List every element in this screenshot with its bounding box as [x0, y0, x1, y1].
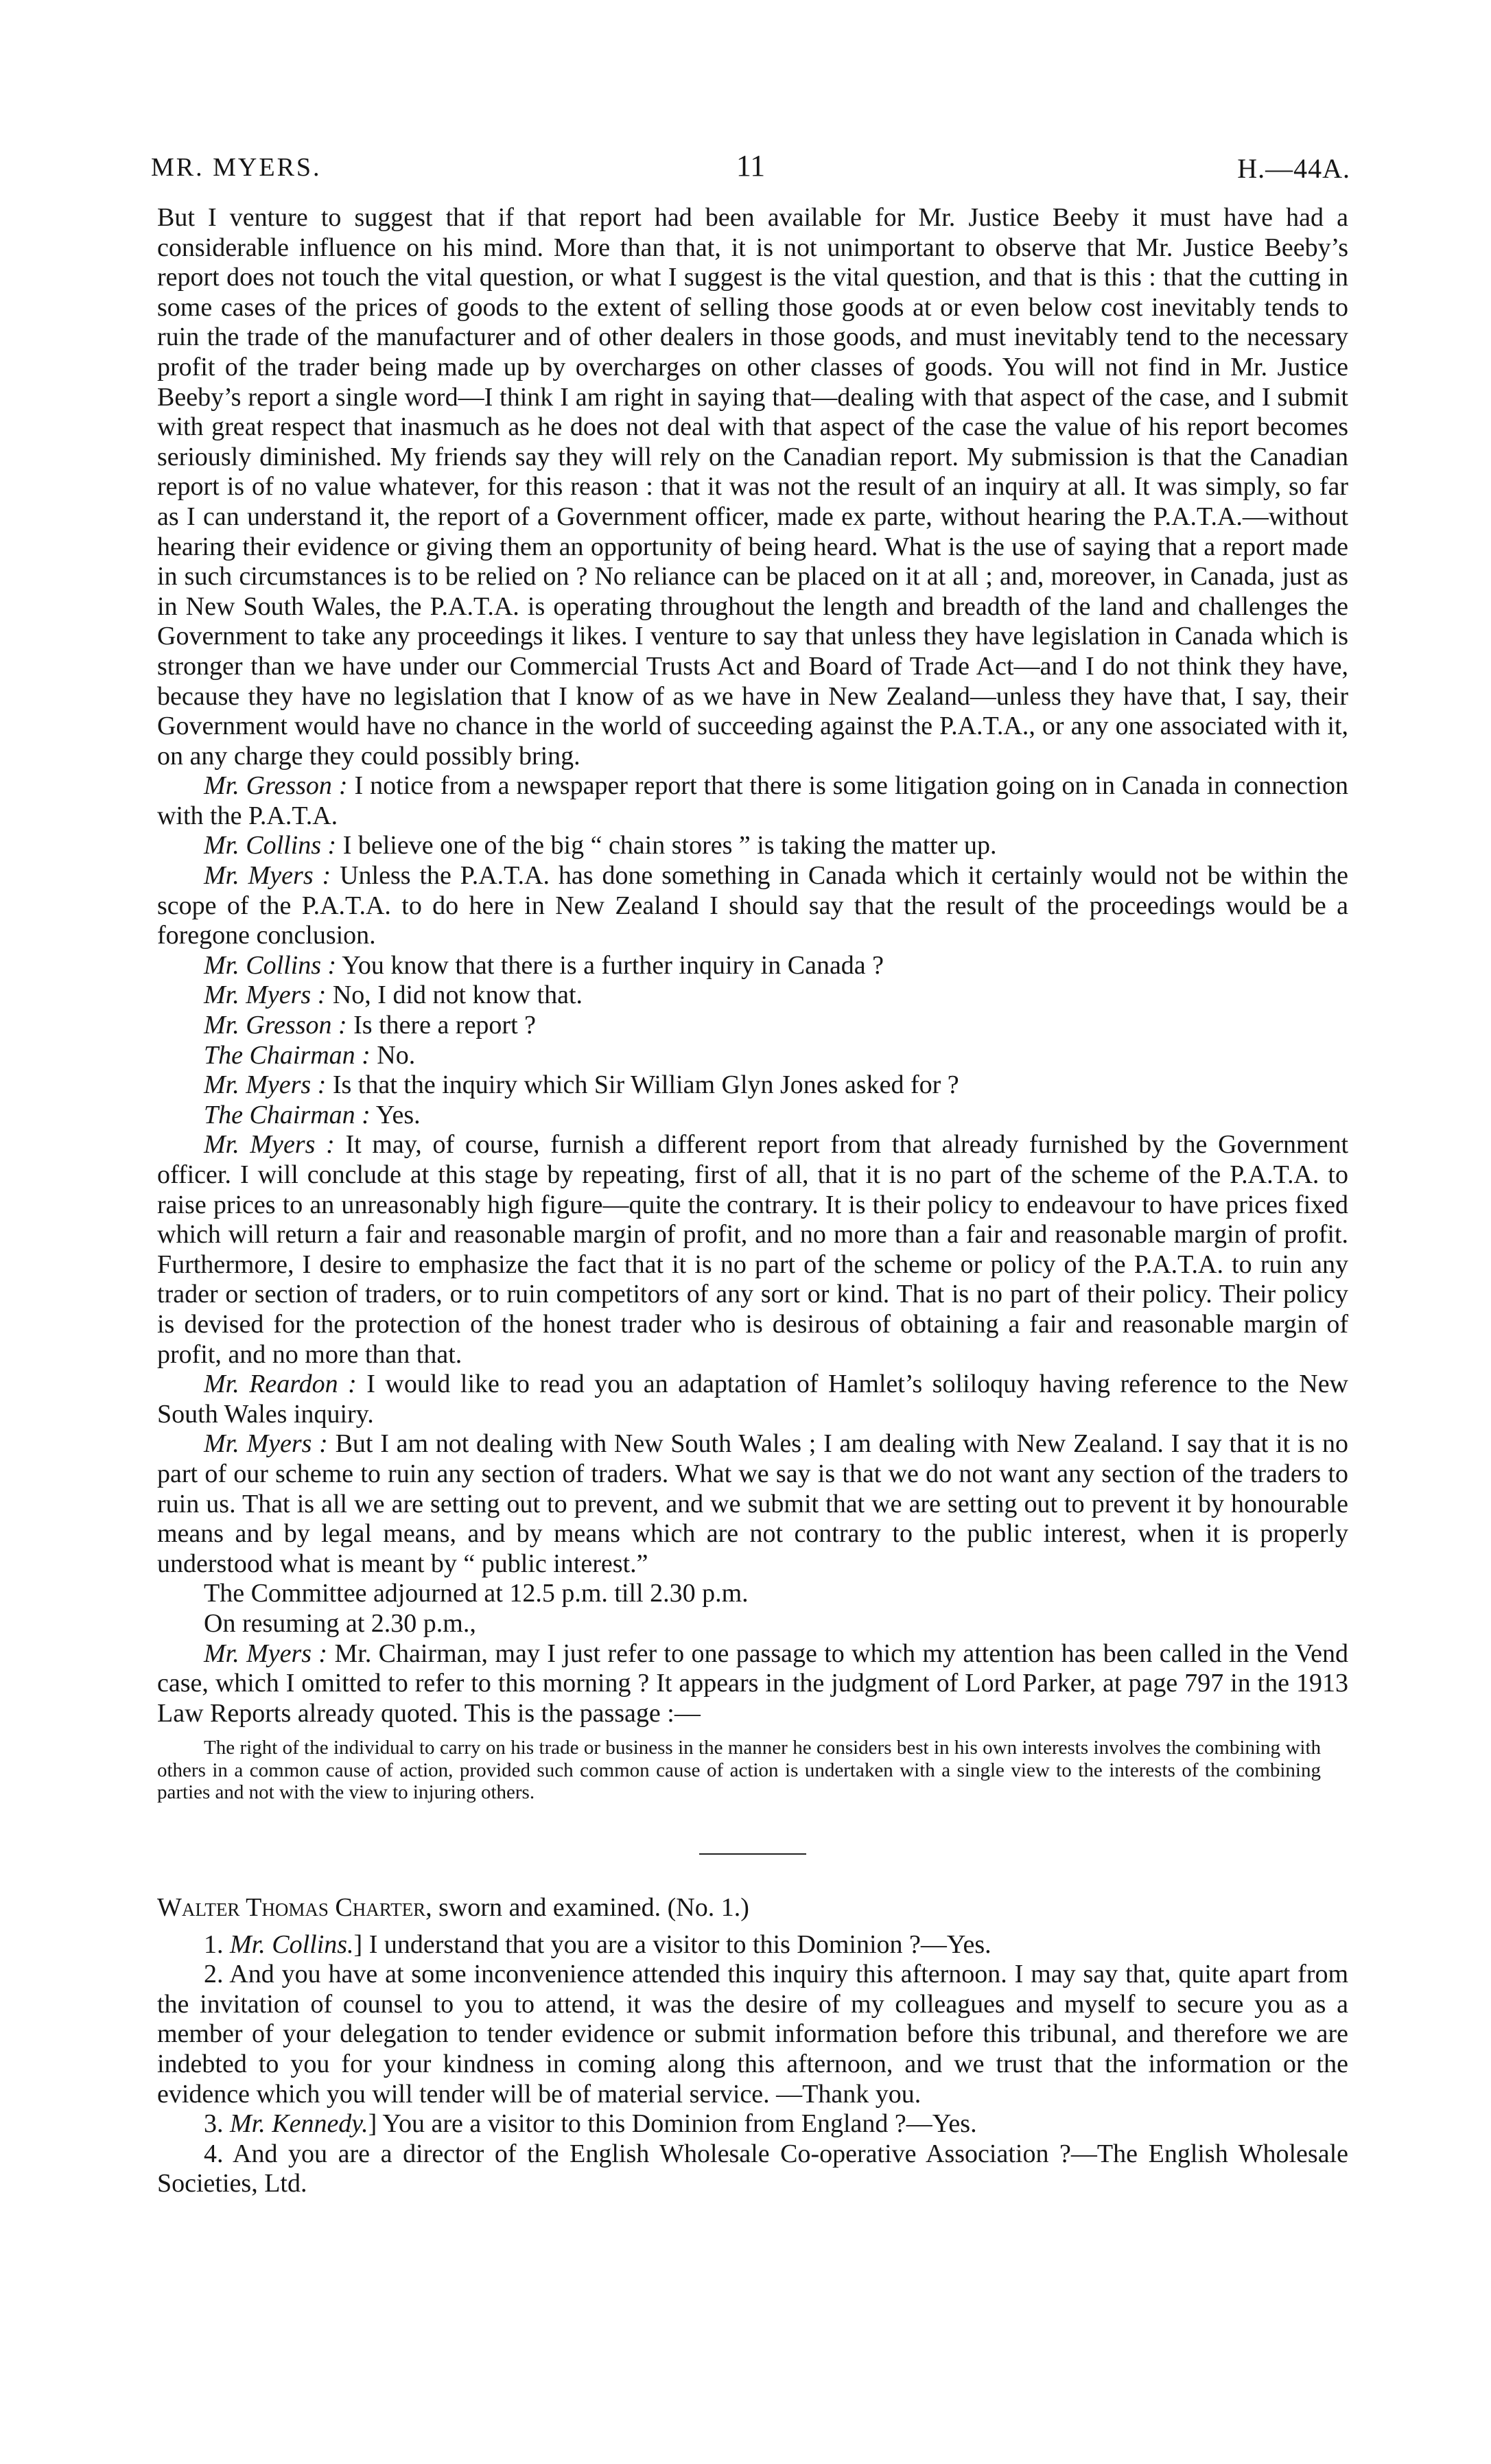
quoted-passage: The right of the individual to carry on his trade or business in the manner he considers best in his own interests involves the combining with others in a common cause of action, provided such common cause of action is undertaken with a single view to the interests of the combining parties and not with the view to injuring others.	[157, 1737, 1321, 1804]
witness-name: Walter Thomas Charter,	[157, 1893, 432, 1923]
speaker-label: The Chairman :	[204, 1040, 371, 1070]
exchange-paragraph	[157, 1041, 1348, 1071]
exchange-text: No, I did not know that.	[332, 981, 583, 1010]
exchange-text: Yes.	[375, 1100, 421, 1129]
question-text: ] You are a visitor to this Dominion from England ?—Yes.	[368, 2109, 977, 2139]
exchange-paragraph	[157, 1130, 1348, 1370]
speaker-label: Mr. Myers :	[204, 1429, 328, 1459]
questions-list	[157, 1930, 1348, 2199]
exchange-text: But I am not dealing with New South Wales ; I am dealing with New Zealand. I say that it is no part of our scheme to ruin any section of traders. What we say is that we do not want any section of the traders to ruin us. That is all we are setting out to prevent, and we submit that we are setting out to prevent it by honourable means and by legal means, and by means which are not contrary to the public interest, when it is properly understood what is meant by “ public interest.”	[157, 1429, 1348, 1578]
exchange-paragraph	[157, 1429, 1348, 1579]
speaker-label: Mr. Gresson :	[204, 1011, 347, 1040]
resuming-note: On resuming at 2.30 p.m.,	[204, 1608, 476, 1638]
exchange-text: You know that there is a further inquiry in Canada ?	[342, 950, 884, 980]
paper-reference: H.—44A.	[1237, 153, 1350, 184]
exchange-paragraph	[157, 861, 1348, 951]
exchange-paragraph	[157, 771, 1348, 831]
speaker-label: Mr. Myers :	[204, 1639, 328, 1668]
speaker-label: Mr. Myers :	[204, 1130, 335, 1160]
exchanges-list	[157, 771, 1348, 1579]
exchange-text: I notice from a newspaper report that there is some litigation going on in Canada in connection with the P.A.T.A.	[157, 771, 1349, 830]
question-text: And you are a director of the English Wholesale Co-operative Association ?—The English Wholesale Societies, Ltd.	[157, 2139, 1348, 2198]
question-paragraph	[157, 2139, 1348, 2199]
exchange-paragraph	[157, 1011, 1348, 1041]
question-number: 4.	[204, 2139, 224, 2168]
examiner-label: Mr. Kennedy.	[230, 2109, 368, 2139]
exchange-paragraph	[157, 981, 1348, 1011]
exchange-paragraph	[157, 831, 1348, 861]
speaker-label: Mr. Collins :	[204, 950, 337, 980]
adjournment-note: The Committee adjourned at 12.5 p.m. till 2.30 p.m.	[204, 1579, 749, 1608]
exchange-text: Is that the inquiry which Sir William Glyn Jones asked for ?	[332, 1070, 959, 1100]
examiner-label: Mr. Collins.	[230, 1929, 354, 1959]
speaker-label: The Chairman :	[204, 1100, 371, 1129]
speaker-label: Mr. Myers :	[204, 981, 327, 1010]
question-text: And you have at some inconvenience attended this inquiry this afternoon. I may say that, quite apart from the invitation of counsel to you to attend, it was the desire of my colleagues and myself to secure you as a member of your delegation to tender evidence or submit information before this tribunal, and therefore we are indebted to you for your kindness in coming along this afternoon, and we trust that the information or the evidence which you will tender will be of material service. —Thank you.	[157, 1960, 1349, 2109]
speaker-label: Mr. Reardon :	[204, 1370, 357, 1399]
exchange-paragraph	[157, 1070, 1348, 1101]
exchange-text: Unless the P.A.T.A. has done something in Canada which it certainly would not be within the scope of the P.A.T.A. to do here in New Zealand I should say that the result of the proceedings would be a foregone conclusion.	[157, 861, 1348, 950]
exchange-text: It may, of course, furnish a different report from that already furnished by the Government officer. I will conclude at this stage by repeating, first of all, that it is no part of the scheme of the P.A.T.A. to raise prices to an unreasonably high figure—quite the contrary. It is their policy to endeavour to have prices fixed which will return a fair and reasonable margin of profit, and no more than a fair and reasonable margin of profit. Furthermore, I desire to emphasize the fact that it is no part of the scheme or policy of the P.A.T.A. to ruin any trader or section of traders, or to ruin competitors of any sort or kind. That is no part of their policy. Their policy is devised for the protection of the honest trader who is desirous of obtaining a fair and reasonable margin of profit, and no more than that.	[157, 1130, 1349, 1369]
question-number: 1.	[204, 1929, 224, 1959]
page-number: 11	[736, 149, 766, 183]
speaker-label: Mr. Gresson :	[204, 771, 348, 801]
question-paragraph	[157, 2109, 1348, 2139]
question-number: 3.	[204, 2109, 224, 2139]
section-divider	[699, 1853, 806, 1855]
question-number: 2.	[204, 1960, 224, 1989]
exchange-paragraph	[157, 951, 1348, 981]
exchange-text: I would like to read you an adaptation of Hamlet’s soliloquy having reference to the New South Wales inquiry.	[157, 1370, 1348, 1429]
page-body	[157, 203, 1348, 2199]
exchange-text: No.	[377, 1040, 416, 1070]
opening-paragraph: But I venture to suggest that if that report had been available for Mr. Justice Beeby it must have had a considerable influence on his mind. More than that, it is not unimportant to observe that Mr. Justice Beeby’s report does not touch the vital question, or what I suggest is the vital question, and that is this : that the cutting in some cases of the prices of goods to the extent of selling those goods at or even below cost inevitably tends to ruin the trade of the manufacturer and of other dealers in those goods, and must inevitably tend to the necessary profit of the trader being made up by overcharges on other classes of goods. You will not find in Mr. Justice Beeby’s report a single word—I think I am right in saying that—dealing with that aspect of the case, and I submit with great respect that inasmuch as he does not deal with that aspect of the case the value of his report becomes seriously diminished. My friends say they will rely on the Canadian report. My submission is that the Canadian report is of no value whatever, for this reason : that it was not the result of an inquiry at all. It was simply, so far as I can understand it, the report of a Government officer, made ex parte, without hearing the P.A.T.A.—without hearing their evidence or giving them an opportunity of being heard. What is the use of saying that a report made in such circumstances is to be relied on ? No reliance can be placed on it at all ; and, moreover, in Canada, just as in New South Wales, the P.A.T.A. is operating throughout the length and breadth of the land and challenges the Government to take any proceedings it likes. I venture to say that unless they have legislation in Canada which is stronger than we have under our Commercial Trusts Act and Board of Trade Act—and I do not think they have, because they have no legislation that I know of as we have in New Zealand—unless they have that, I say, their Government would have no chance in the world of succeeding against the P.A.T.A., or any one associated with it, on any charge they could possibly bring.	[157, 203, 1348, 771]
exchange-paragraph	[157, 1101, 1348, 1131]
question-paragraph	[157, 1930, 1348, 1960]
speaker-label: Mr. Myers :	[204, 1070, 327, 1100]
question-paragraph	[157, 1960, 1348, 2109]
exchange-text: I believe one of the big “ chain stores ” is taking the matter up.	[342, 831, 997, 860]
speaker-label: Mr. Myers :	[204, 861, 331, 891]
witness-heading	[157, 1893, 1348, 1923]
statement-text: Mr. Chairman, may I just refer to one passage to which my attention has been called in the Vend case, which I omitted to refer to this morning ? It appears in the judgment of Lord Parker, at page 797 in the 1913 Law Reports already quoted. This is the passage :—	[157, 1639, 1349, 1728]
speaker-label: Mr. Collins :	[204, 831, 337, 860]
exchange-paragraph	[157, 1370, 1348, 1429]
witness-status: sworn and examined. (No. 1.)	[438, 1893, 749, 1923]
afternoon-statement	[157, 1639, 1348, 1729]
question-text: ] I understand that you are a visitor to this Dominion ?—Yes.	[353, 1929, 991, 1959]
page-header	[151, 149, 1350, 193]
exchange-text: Is there a report ?	[353, 1011, 537, 1040]
running-head-left: MR. MYERS.	[151, 153, 322, 182]
